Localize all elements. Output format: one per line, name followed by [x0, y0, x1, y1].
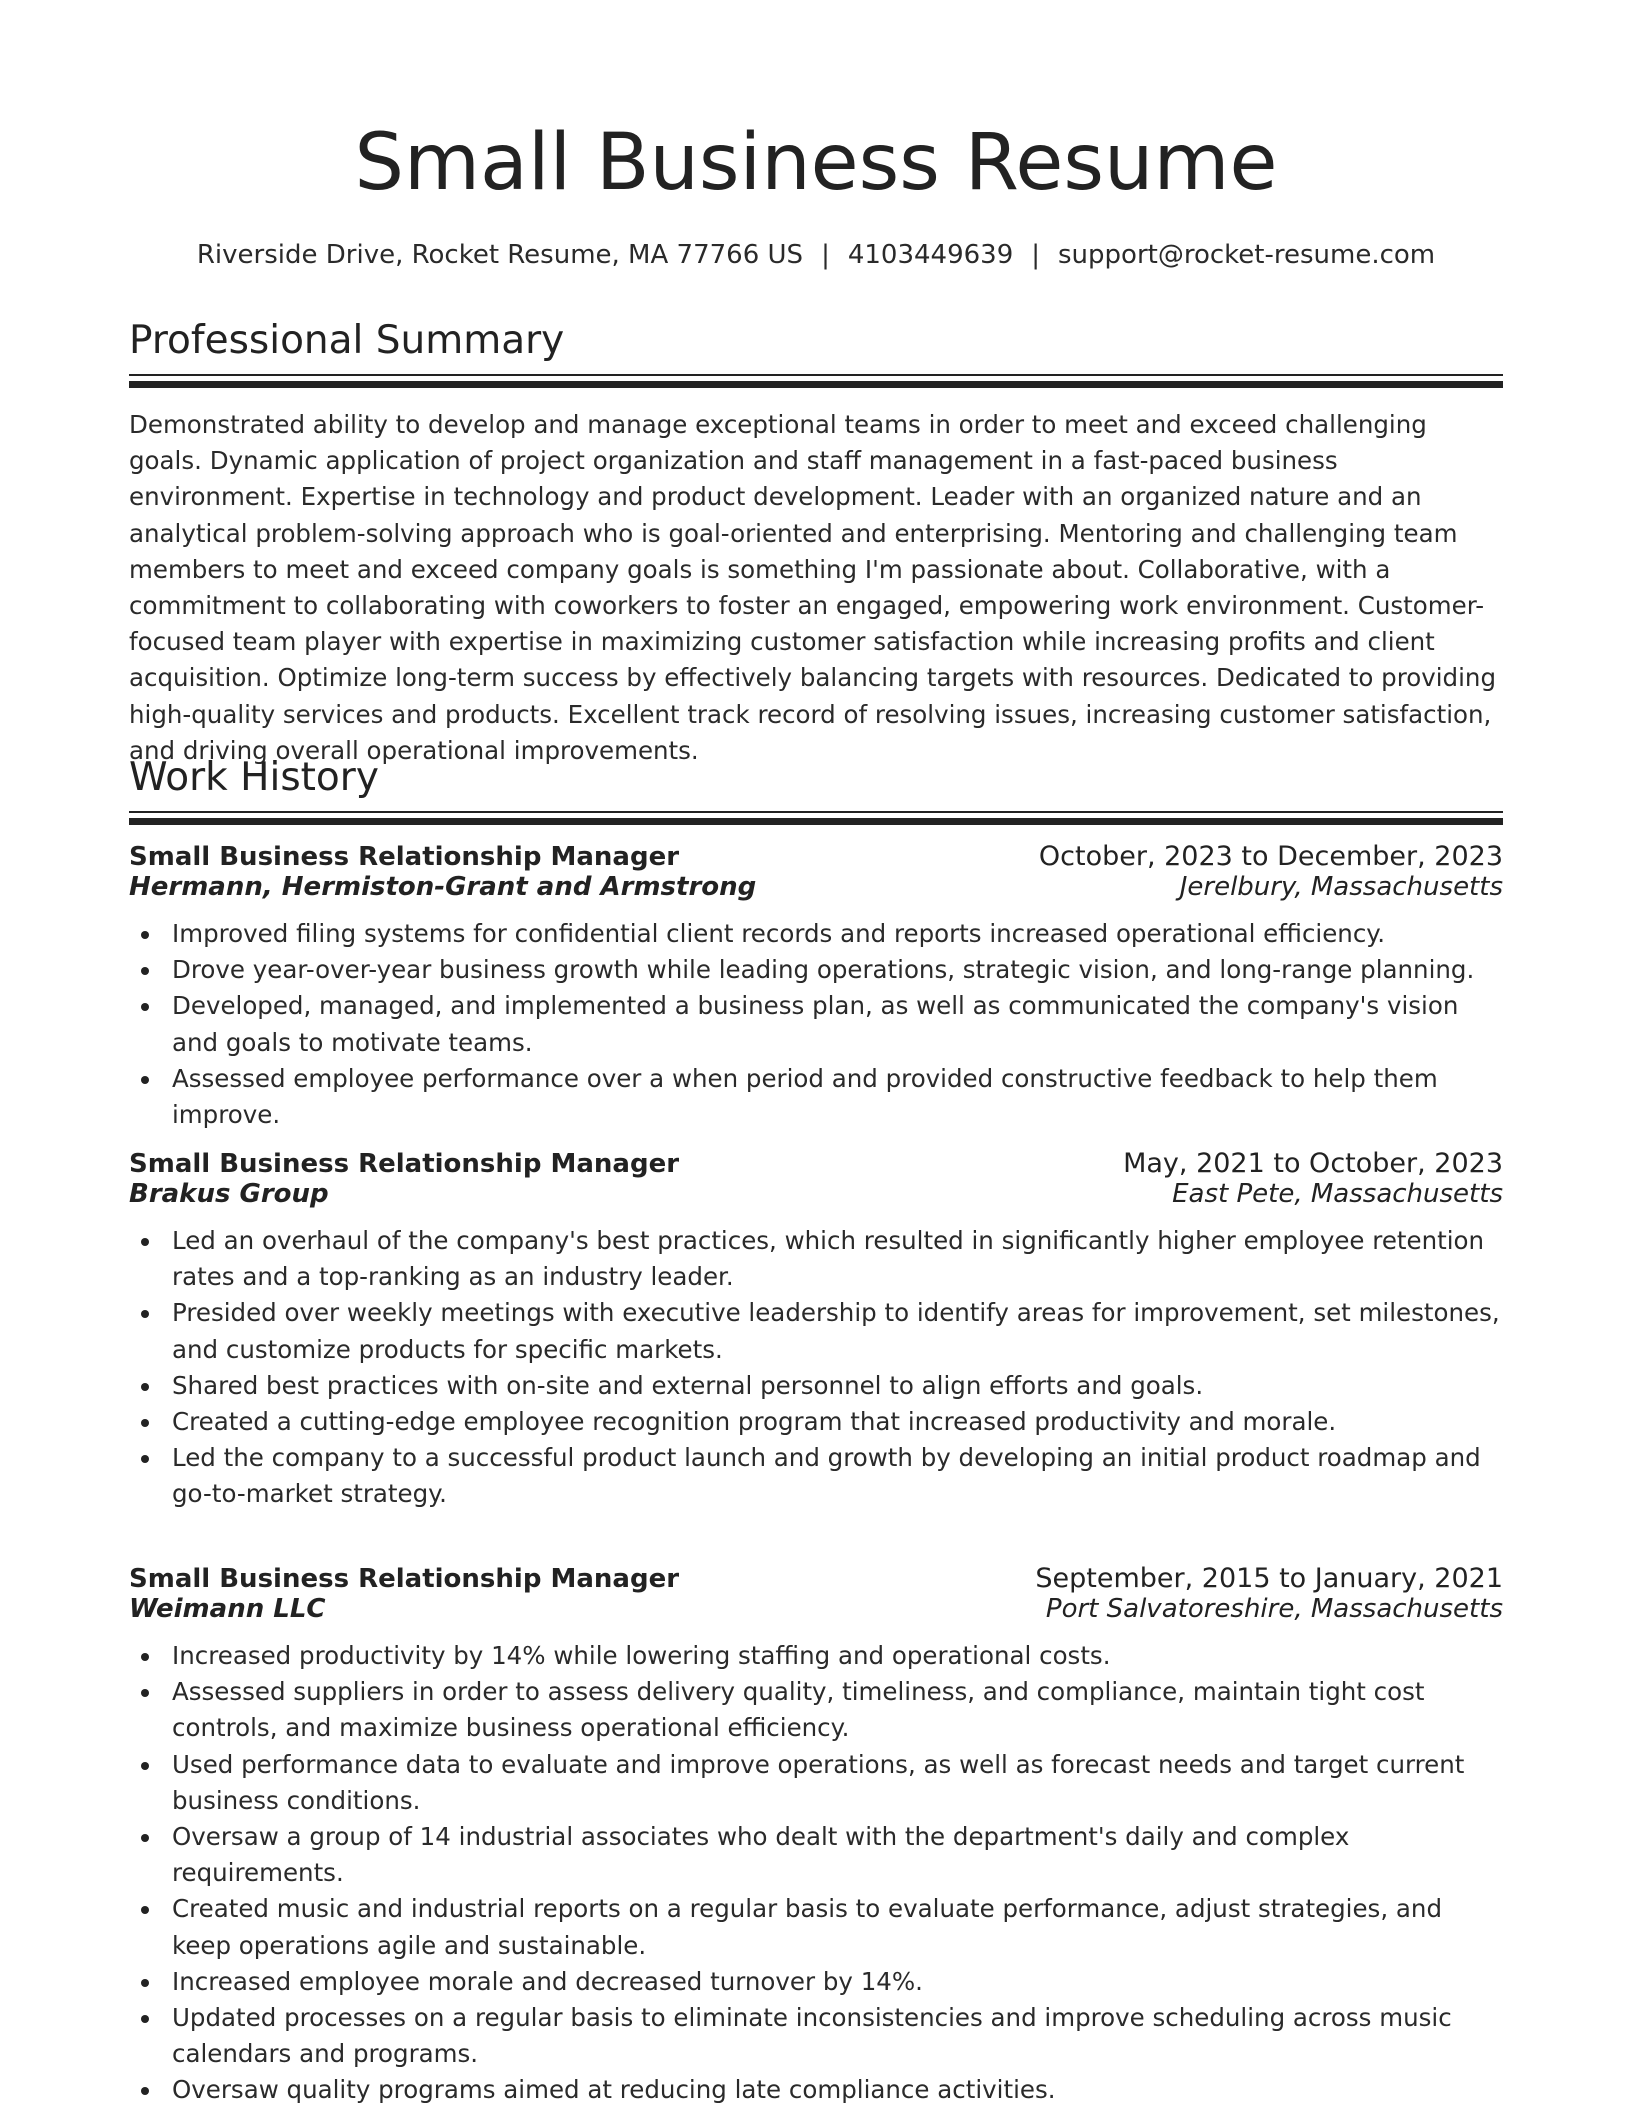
job-bullet: Assessed employee performance over a when period and provided constructive feedback to help them improve.	[129, 1061, 1503, 1133]
job-bullet-list	[129, 1223, 1503, 1513]
job-header	[129, 1563, 1503, 1594]
resume-name: Small Business Resume	[354, 118, 1278, 208]
summary-text: Demonstrated ability to develop and manage exceptional teams in order to meet and exceed challenging goals. Dynamic application of project organization and staff management in a fast-paced business environment. Expertise in technology and product development. Leader with an organized nature and an analytical problem-solving approach who is goal-oriented and enterprising. Mentoring and challenging team members to meet and exceed company goals is something I'm passionate about. Collaborative, with a commitment to collaborating with coworkers to foster an engaged, empowering work environment. Customer-focused team player with expertise in maximizing customer satisfaction while increasing profits and client acquisition. Optimize long-term success by effectively balancing targets with resources. Dedicated to providing high-quality services and products. Excellent track record of resolving issues, increasing customer satisfaction, and driving overall operational improvements.	[129, 410, 1496, 765]
job-bullet: Improved filing systems for confidential client records and reports increased operational efficiency.	[129, 916, 1503, 952]
job-bullet: Oversaw a group of 14 industrial associates who dealt with the department's daily and complex requirements.	[129, 1819, 1503, 1891]
job-subheader	[129, 1179, 1503, 1209]
job-company: Brakus Group	[129, 1179, 329, 1209]
job-bullet: Presided over weekly meetings with executive leadership to identify areas for improvement, set milestones, and customize products for specific markets.	[129, 1295, 1503, 1367]
job-bullet-list	[129, 1638, 1503, 2109]
job-bullet: Assessed suppliers in order to assess delivery quality, timeliness, and compliance, maintain tight cost controls, and maximize business operational efficiency.	[129, 1674, 1503, 1746]
job-bullet: Led the company to a successful product launch and growth by developing an initial product roadmap and go-to-market strategy.	[129, 1440, 1503, 1512]
job-header	[129, 1148, 1503, 1179]
section-title-work-history: Work History	[129, 755, 379, 800]
section-divider	[129, 811, 1503, 825]
job-bullet: Used performance data to evaluate and improve operations, as well as forecast needs and target current business conditions.	[129, 1747, 1503, 1819]
job-header	[129, 841, 1503, 872]
section-divider	[129, 374, 1503, 388]
contact-phone: 4103449639	[847, 240, 1014, 270]
job-dates: September, 2015 to January, 2021	[1035, 1563, 1503, 1594]
job-subheader	[129, 872, 1503, 902]
job-title: Small Business Relationship Manager	[129, 842, 680, 872]
job-subheader	[129, 1594, 1503, 1624]
job-dates: October, 2023 to December, 2023	[1038, 841, 1503, 872]
job-bullet: Shared best practices with on-site and external personnel to align efforts and goals.	[129, 1368, 1503, 1404]
job-bullet: Led an overhaul of the company's best practices, which resulted in significantly higher employee retention rates and a top-ranking as an industry leader.	[129, 1223, 1503, 1295]
job-company: Weimann LLC	[129, 1594, 326, 1624]
job-bullet: Created music and industrial reports on a regular basis to evaluate performance, adjust strategies, and keep operations agile and sustainable.	[129, 1891, 1503, 1963]
job-bullet-list	[129, 916, 1503, 1133]
job-title: Small Business Relationship Manager	[129, 1149, 680, 1179]
job-bullet: Increased productivity by 14% while lowering staffing and operational costs.	[129, 1638, 1503, 1674]
contact-email: support@rocket-resume.com	[1058, 240, 1436, 270]
job-dates: May, 2021 to October, 2023	[1123, 1148, 1503, 1179]
job-entry	[129, 841, 1503, 1133]
job-title: Small Business Relationship Manager	[129, 1564, 680, 1594]
contact-separator: |	[821, 240, 830, 270]
job-bullet: Created a cutting-edge employee recognition program that increased productivity and morale.	[129, 1404, 1503, 1440]
job-location: East Pete, Massachusetts	[1172, 1179, 1503, 1209]
job-company: Hermann, Hermiston-Grant and Armstrong	[129, 872, 757, 902]
job-location: Port Salvatoreshire, Massachusetts	[1045, 1594, 1503, 1624]
job-bullet: Oversaw quality programs aimed at reducing late compliance activities.	[129, 2072, 1503, 2108]
job-entry	[129, 1563, 1503, 2109]
job-bullet: Drove year-over-year business growth while leading operations, strategic vision, and long-range planning.	[129, 952, 1503, 988]
job-bullet: Increased employee morale and decreased turnover by 14%.	[129, 1964, 1503, 2000]
job-bullet: Updated processes on a regular basis to eliminate inconsistencies and improve scheduling across music calendars and programs.	[129, 2000, 1503, 2072]
contact-address: Riverside Drive, Rocket Resume, MA 77766 US	[196, 240, 804, 270]
contact-separator: |	[1031, 240, 1041, 270]
job-location: Jerelbury, Massachusetts	[1179, 872, 1503, 902]
job-bullet: Developed, managed, and implemented a business plan, as well as communicated the company's vision and goals to motivate teams.	[129, 988, 1503, 1060]
contact-line	[0, 240, 1632, 270]
section-title-summary: Professional Summary	[129, 318, 565, 363]
job-entry	[129, 1148, 1503, 1513]
